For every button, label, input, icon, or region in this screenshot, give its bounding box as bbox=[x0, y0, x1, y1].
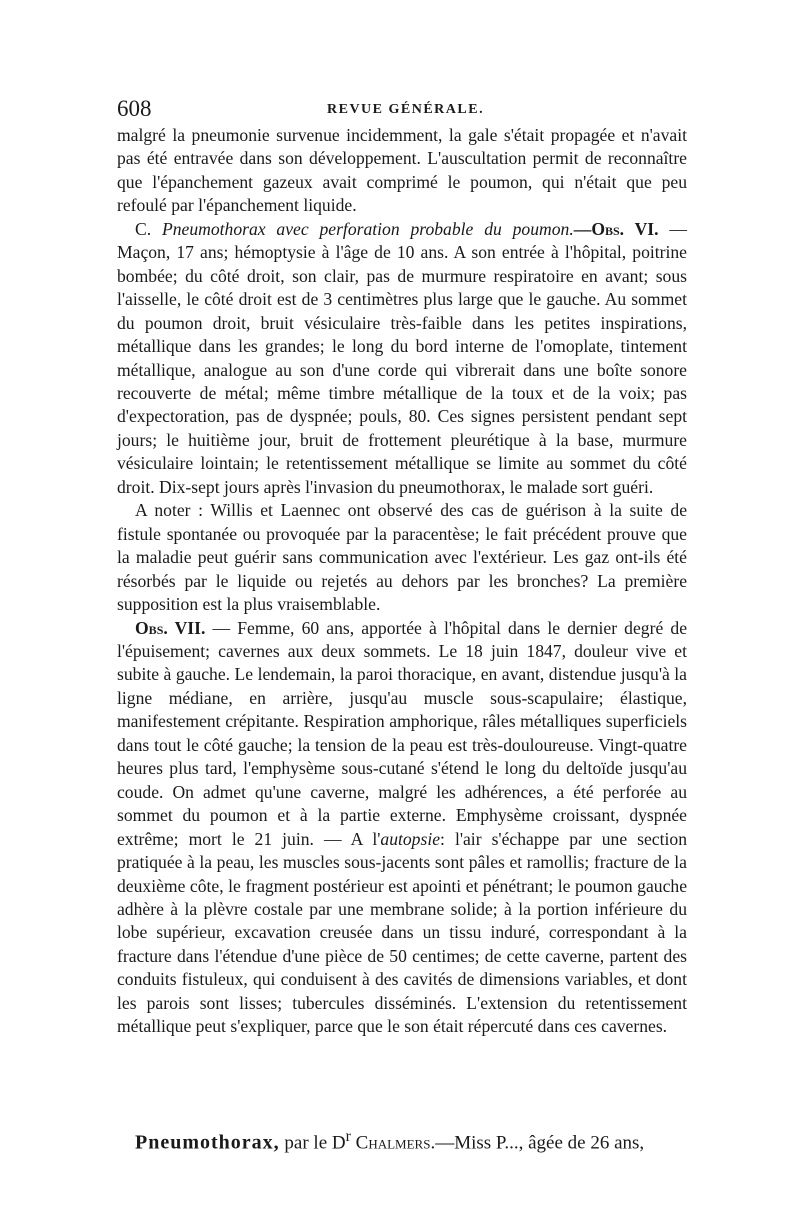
next-section-rest: —Miss P..., âgée de 26 ans, bbox=[435, 1132, 645, 1154]
section-c-letter: C. bbox=[135, 218, 152, 239]
obs-6-label: —Obs. VI. bbox=[573, 218, 659, 239]
obs-7-label: Obs. VII. bbox=[135, 617, 206, 638]
body-text bbox=[117, 124, 687, 1039]
section-c-title: Pneumothorax avec perforation probable du poumon. bbox=[161, 218, 574, 239]
autopsie-term: autopsie bbox=[380, 828, 441, 849]
note-paragraph: A noter : Willis et Laennec ont observé des cas de guérison à la suite de fistule spontanée ou provoquée par la paracentèse; le fait précédent prouve que la maladie peut guérir sans communication avec l'extérieur. Les gaz ont-ils été résorbés par le liquide ou rejetés au dehors par les bronches? La première supposition est la plus vraisemblable. bbox=[117, 500, 687, 615]
running-title: REVUE GÉNÉRALE. bbox=[327, 102, 485, 117]
page-header bbox=[117, 96, 687, 126]
next-section-author: Chalmers. bbox=[350, 1132, 436, 1154]
obs-7-body-part2: : l'air s'échappe par une section pratiquée à la peau, les muscles sous-jacents sont pâles et ramollis; fracture de la deuxième côte, le fragment postérieur est apointi et pénétrant; le poumon gauche adhère à la plèvre costale par une membrane solide; à la portion inférieure du lobe supérieur, excavation creusée dans un tissu induré, correspondant à la fracture dans l'étendue d'une pièce de 50 centimes; de cette caverne, partent des conduits fistuleux, qui conduisent à des cavités de dimensions variables, et dont les parois sont lisses; tubercules disséminés. L'extension du retentissement métallique peut s'expliquer, parce que le son était répercuté dans ces cavernes. bbox=[117, 828, 687, 1037]
obs-6-body: — Maçon, 17 ans; hémoptysie à l'âge de 10 ans. A son entrée à l'hôpital, poitrine bombée; du côté droit, son clair, pas de murmure respiratoire en avant; sous l'aisselle, le côté droit est de 3 centimètres plus large que le gauche. Au sommet du poumon droit, bruit vésiculaire très-faible dans les petites inspirations, métallique dans les grandes; le long du bord interne de l'omoplate, tintement métallique, analogue au son d'une corde qui vibrerait dans une boîte sonore recouverte de métal; même timbre métallique de la toux et de la voix; pas d'expectoration, pas de dyspnée; pouls, 80. Ces signes persistent pendant sept jours; le huitième jour, bruit de frottement pleurétique à la base, murmure vésiculaire lointain; le retentissement métallique se limite au sommet du côté droit. Dix-sept jours après l'invasion du pneumothorax, le malade sort guéri. bbox=[117, 218, 687, 497]
next-section-title: Pneumothorax, bbox=[135, 1131, 280, 1154]
paragraph-continuation: malgré la pneumonie survenue incidemment, la gale s'était propagée et n'avait pas été entravée dans son développement. L'auscultation permit de reconnaître que l'épanchement gazeux avait comprimé le poumon, qui n'était que peu refoulé par l'épanchement liquide. bbox=[117, 125, 687, 216]
next-section-by: par le D bbox=[279, 1132, 346, 1154]
obs-7-body-part1: — Femme, 60 ans, apportée à l'hôpital dans le dernier degré de l'épuisement; cavernes aux deux sommets. Le 18 juin 1847, douleur vive et subite à gauche. Le lendemain, la paroi thoracique, en avant, distendue jusqu'à la ligne médiane, en arrière, jusqu'au muscle sous-scapulaire; élastique, manifestement crépitante. Respiration amphorique, râles métalliques superficiels dans tout le côté gauche; la tension de la peau est très-douloureuse. Vingt-quatre heures plus tard, l'emphysème sous-cutané s'étend le long du deltoïde jusqu'au coude. On admet qu'une caverne, malgré les adhérences, a été perforée au sommet du poumon et à la partie externe. Emphysème croissant, dyspnée extrême; mort le 21 juin. — A l' bbox=[117, 617, 688, 849]
page-number: 608 bbox=[117, 96, 152, 121]
obs-7-paragraph bbox=[117, 617, 687, 1039]
next-section-heading bbox=[135, 1124, 687, 1156]
section-c-paragraph bbox=[117, 218, 687, 499]
doctor-superscript: r bbox=[345, 1128, 351, 1145]
